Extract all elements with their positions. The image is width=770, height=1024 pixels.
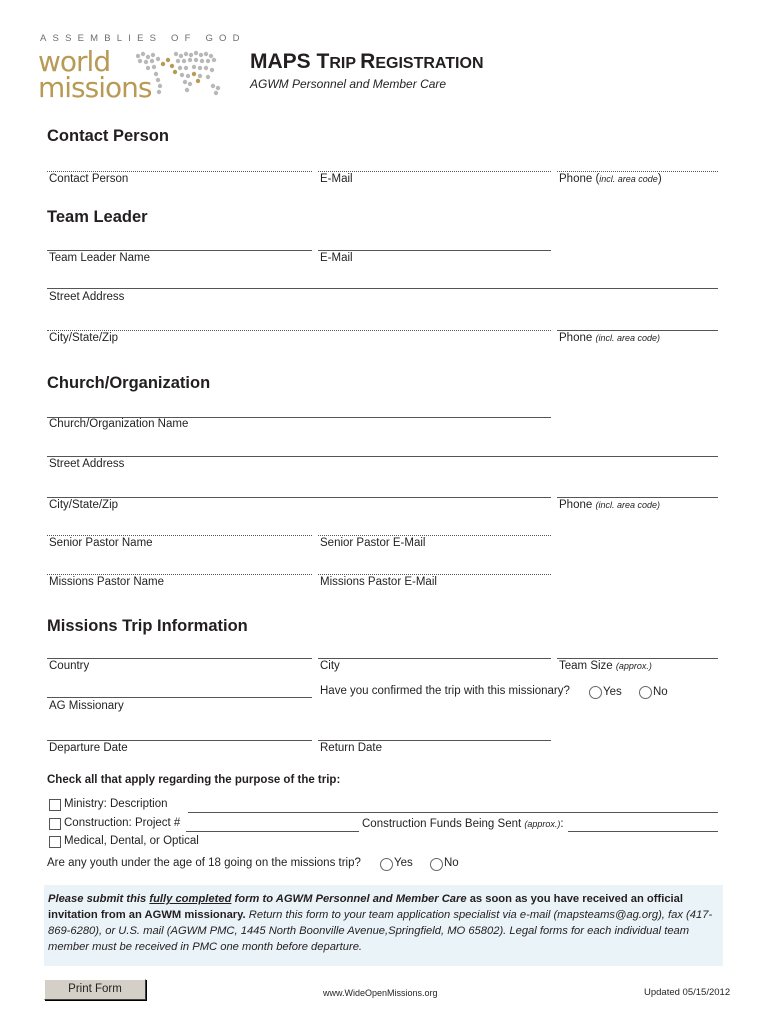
church-street-label: Street Address [49,458,125,470]
project-number-field[interactable] [186,831,359,832]
leader-phone-field[interactable] [557,330,718,331]
church-city-label: City/State/Zip [49,499,119,511]
contact-phone-label: Phone (incl. area code) [559,173,662,185]
logo-world: world [38,45,111,78]
leader-email-field[interactable] [318,250,551,251]
return-date-label: Return Date [320,742,383,754]
funds-label: Construction Funds Being Sent (approx.): [362,818,564,830]
contact-email-field[interactable] [318,171,551,172]
missions-pastor-email-field[interactable] [318,574,551,575]
country-field[interactable] [47,658,312,659]
website-link[interactable]: www.WideOpenMissions.org [323,988,438,998]
senior-pastor-email-field[interactable] [318,535,551,536]
section-leader-heading: Team Leader [47,208,148,226]
senior-pastor-label: Senior Pastor Name [49,537,153,549]
missions-pastor-email-label: Missions Pastor E-Mail [320,576,437,588]
departure-date-label: Departure Date [49,742,128,754]
medical-label: Medical, Dental, or Optical [64,835,199,847]
leader-city-field[interactable] [47,330,551,331]
leader-city-label: City/State/Zip [49,332,119,344]
church-phone-field[interactable] [557,497,718,498]
church-city-field[interactable] [47,497,551,498]
youth-no-label: No [444,857,459,869]
confirm-yes-label: Yes [603,686,622,698]
leader-street-label: Street Address [49,291,125,303]
section-trip-heading: Missions Trip Information [47,617,248,635]
updated-date: Updated 05/15/2012 [644,987,731,998]
confirm-no-label: No [653,686,668,698]
leader-email-label: E-Mail [320,252,353,264]
purpose-heading: Check all that apply regarding the purpose of the trip: [47,774,341,786]
missions-pastor-field[interactable] [47,574,312,575]
youth-no-radio[interactable] [430,858,443,871]
org-name: ASSEMBLIES OF GOD [40,33,246,44]
confirm-no-radio[interactable] [639,686,652,699]
church-phone-label: Phone (incl. area code) [559,499,660,511]
ag-missionary-label: AG Missionary [49,700,124,712]
youth-yes-radio[interactable] [380,858,393,871]
return-date-field[interactable] [318,740,551,741]
confirm-question: Have you confirmed the trip with this missionary? [320,685,570,697]
medical-checkbox[interactable] [49,836,61,848]
team-size-field[interactable] [557,658,718,659]
logo-missions: missions [38,71,152,104]
ag-missionary-field[interactable] [47,697,312,698]
construction-checkbox[interactable] [49,818,61,830]
senior-pastor-email-label: Senior Pastor E-Mail [320,537,426,549]
ministry-description-field[interactable] [188,812,718,813]
leader-name-field[interactable] [47,250,312,251]
missions-pastor-label: Missions Pastor Name [49,576,165,588]
ministry-label: Ministry: Description [64,798,168,810]
construction-label: Construction: Project # [64,817,181,829]
section-contact-heading: Contact Person [47,127,169,145]
leader-street-field[interactable] [47,288,718,289]
senior-pastor-field[interactable] [47,535,312,536]
page-title: MAPS TRIP REGISTRATION [250,50,484,73]
leader-name-label: Team Leader Name [49,252,150,264]
ministry-checkbox[interactable] [49,799,61,811]
section-church-heading: Church/Organization [47,374,211,392]
youth-question: Are any youth under the age of 18 going on the missions trip? [47,857,361,869]
leader-phone-label: Phone (incl. area code) [559,332,660,344]
contact-person-label: Contact Person [49,173,129,185]
funds-field[interactable] [568,831,718,832]
departure-date-field[interactable] [47,740,312,741]
contact-phone-field[interactable] [557,171,718,172]
country-label: Country [49,660,90,672]
confirm-yes-radio[interactable] [589,686,602,699]
church-name-label: Church/Organization Name [49,418,189,430]
page-subtitle: AGWM Personnel and Member Care [250,77,447,91]
city-field[interactable] [318,658,551,659]
contact-person-field[interactable] [47,171,312,172]
church-street-field[interactable] [47,456,718,457]
submission-notice: Please submit this fully completed form to AGWM Personnel and Member Care as soon as you have received an official invitation from an AGWM missionary. Return this form to your team application specialist via e-mail (mapsteams@ag.org), fax (417-869-6280), or U.S. mail (AGWM PMC, 1445 North Boonville Avenue,Springfield, MO 65802). Legal forms for each individual team member must be received in PMC one month before departure. [44,885,723,966]
logo [38,46,228,106]
city-label: City [320,660,340,672]
print-form-button[interactable]: Print Form [44,979,146,1000]
team-size-label: Team Size (approx.) [559,660,652,672]
contact-email-label: E-Mail [320,173,353,185]
youth-yes-label: Yes [394,857,413,869]
